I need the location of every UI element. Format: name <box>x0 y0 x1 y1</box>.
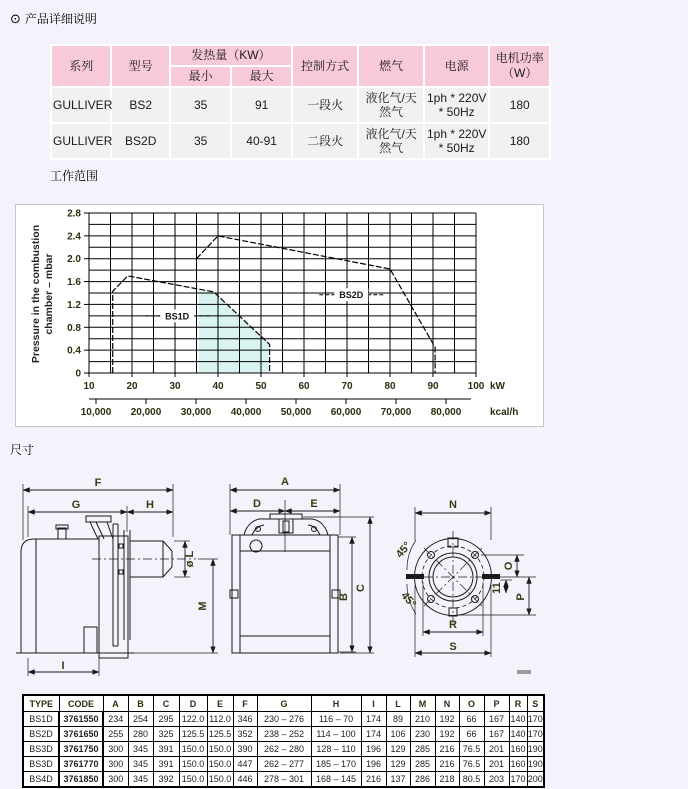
dim-table-cell: 170 <box>527 727 544 742</box>
dim-table-cell: 255 <box>103 727 128 742</box>
dim-label-45-bottom: 45° <box>398 589 419 611</box>
dim-table-cell: 112.0 <box>207 712 233 727</box>
dim-table-body <box>23 712 544 788</box>
dim-table-cell: 285 <box>410 742 435 757</box>
spec-table-row <box>52 88 549 122</box>
svg-text:60,000: 60,000 <box>330 407 362 418</box>
dim-table-cell: 140 <box>509 712 527 727</box>
dim-table-cell: 200 <box>527 772 544 788</box>
dim-label-p: P <box>515 593 527 601</box>
spec-header-model: 型号 <box>112 46 168 86</box>
dim-table-cell: 129 <box>386 742 410 757</box>
dim-table-row <box>23 712 544 727</box>
svg-text:90: 90 <box>427 381 439 392</box>
dim-label-o: O <box>503 561 515 571</box>
dim-table-cell: 216 <box>435 742 459 757</box>
svg-text:2.4: 2.4 <box>67 231 81 243</box>
dim-table-cell: 300 <box>103 772 128 788</box>
dim-table-cell: 140 <box>509 727 527 742</box>
dim-table-cell: 170 <box>509 772 527 788</box>
dim-table-header: R <box>509 695 527 712</box>
dim-table-cell: 3761850 <box>59 772 103 788</box>
dim-table-cell: 300 <box>103 757 128 772</box>
dim-table-cell: 216 <box>435 757 459 772</box>
side-view-drawing <box>16 477 218 676</box>
dim-table-cell: 66 <box>459 712 484 727</box>
svg-text:40: 40 <box>212 381 224 392</box>
dim-label-c: C <box>355 584 367 592</box>
spec-header-motor-power-line1: 电机功率 <box>495 51 544 65</box>
dim-table-cell: 286 <box>410 772 435 788</box>
dim-table-cell: 190 <box>527 757 544 772</box>
working-range-label: 工作范围 <box>50 169 99 183</box>
rear-view-drawing <box>394 499 536 657</box>
dim-table-cell: 192 <box>435 727 459 742</box>
spec-table-cell: 一段火 <box>293 88 358 122</box>
dim-table-cell: 201 <box>484 742 509 757</box>
dim-table-cell: 137 <box>386 772 410 788</box>
dim-table-cell: 285 <box>410 757 435 772</box>
dim-table-cell: 325 <box>153 727 179 742</box>
dim-table-cell: 174 <box>361 712 386 727</box>
dim-table-row <box>23 727 544 742</box>
dim-table-cell: 300 <box>103 742 128 757</box>
working-range-chart <box>15 204 544 427</box>
spec-header-min: 最小 <box>171 67 230 86</box>
dim-table-cell: 234 <box>103 712 128 727</box>
svg-text:0: 0 <box>75 368 81 380</box>
dim-table-header: H <box>311 695 361 712</box>
dim-table-cell: 391 <box>153 742 179 757</box>
dim-table-header: N <box>435 695 459 712</box>
dim-table-cell: 150.0 <box>179 772 207 788</box>
separator-dash <box>517 670 531 674</box>
svg-text:50: 50 <box>255 381 267 392</box>
dim-table-cell: 160 <box>509 757 527 772</box>
dim-label-f: F <box>94 477 102 489</box>
dim-table-cell: 76.5 <box>459 742 484 757</box>
dim-table-cell: 66 <box>459 727 484 742</box>
dim-table-cell: BS4D <box>23 772 59 788</box>
dim-table-cell: 262 – 280 <box>257 742 311 757</box>
dim-table-header: CODE <box>59 695 103 712</box>
svg-text:80,000: 80,000 <box>430 407 462 418</box>
front-view-drawing <box>230 476 374 653</box>
dim-table-cell: 447 <box>233 757 257 772</box>
dimensions-label: 尺寸 <box>10 443 35 457</box>
dim-table-cell: 128 – 110 <box>311 742 361 757</box>
chart-y-axis-title-line1: Pressure in the combustion <box>30 224 42 364</box>
dim-table-cell: 390 <box>233 742 257 757</box>
dim-table-cell: 3761770 <box>59 757 103 772</box>
spec-table-cell: 40-91 <box>232 124 290 158</box>
dim-table-cell: 190 <box>527 742 544 757</box>
dim-table-cell: 3761750 <box>59 742 103 757</box>
dim-table-cell: 174 <box>361 727 386 742</box>
dim-table-cell: 280 <box>128 727 153 742</box>
dim-table-cell: 167 <box>484 712 509 727</box>
dim-table-row <box>23 772 544 788</box>
dim-table-header: F <box>233 695 257 712</box>
page-title-row <box>10 10 97 27</box>
dim-label-b: B <box>338 593 350 601</box>
dim-table-cell: 216 <box>361 772 386 788</box>
dim-table-header: L <box>386 695 410 712</box>
svg-text:2.0: 2.0 <box>67 254 81 266</box>
dim-table-cell: 230 – 276 <box>257 712 311 727</box>
dim-table-header: I <box>361 695 386 712</box>
svg-text:40,000: 40,000 <box>230 407 262 418</box>
dim-table-cell: 295 <box>153 712 179 727</box>
dim-table-cell: 76.5 <box>459 757 484 772</box>
dim-table-cell: 116 – 70 <box>311 712 361 727</box>
dim-table-cell: 167 <box>484 727 509 742</box>
dim-table-cell: 129 <box>386 757 410 772</box>
dim-table-cell: 196 <box>361 757 386 772</box>
dim-table-cell: 122.0 <box>179 712 207 727</box>
dim-table-cell: 210 <box>410 712 435 727</box>
svg-text:kcal/h: kcal/h <box>490 407 519 418</box>
dim-label-l: ø L <box>184 550 196 568</box>
svg-text:30: 30 <box>169 381 181 392</box>
svg-text:100: 100 <box>467 381 485 392</box>
dim-table-cell: 230 <box>410 727 435 742</box>
svg-text:2.8: 2.8 <box>67 208 81 220</box>
dim-table-cell: 201 <box>484 757 509 772</box>
dim-table-cell: 168 – 145 <box>311 772 361 788</box>
dim-label-g: G <box>71 499 81 511</box>
svg-text:0.4: 0.4 <box>67 345 81 357</box>
spec-table-cell: 1ph * 220V * 50Hz <box>425 124 489 158</box>
dim-table-cell: 203 <box>484 772 509 788</box>
dimension-table <box>22 694 545 788</box>
svg-text:30,000: 30,000 <box>180 407 212 418</box>
dim-label-m: M <box>197 601 209 611</box>
svg-text:1.6: 1.6 <box>67 277 81 289</box>
dim-table-cell: 150.0 <box>207 772 233 788</box>
dim-table-cell: BS2D <box>23 727 59 742</box>
spec-header-power: 电源 <box>425 46 489 86</box>
dim-table-header: B <box>128 695 153 712</box>
dim-table-cell: BS3D <box>23 757 59 772</box>
dim-label-n: N <box>449 499 457 511</box>
dim-table-cell: 150.0 <box>179 742 207 757</box>
dim-table-header: A <box>103 695 128 712</box>
dim-table-header: E <box>207 695 233 712</box>
svg-text:80: 80 <box>384 381 396 392</box>
spec-table <box>50 44 551 160</box>
spec-table-cell: 液化气/天然气 <box>359 88 423 122</box>
dim-table-cell: 278 – 301 <box>257 772 311 788</box>
dim-label-h: H <box>146 499 154 511</box>
dim-table-header: TYPE <box>23 695 59 712</box>
svg-text:10: 10 <box>83 381 95 392</box>
spec-header-motor-power <box>490 46 549 86</box>
spec-header-heat-output: 发热量（KW） <box>171 46 291 65</box>
dim-label-s: S <box>449 641 457 653</box>
svg-text:20: 20 <box>126 381 138 392</box>
dim-table-cell: 345 <box>128 757 153 772</box>
spec-table-cell: BS2D <box>112 124 168 158</box>
dim-label-i: I <box>61 660 65 672</box>
chart-y-axis-title <box>30 204 58 384</box>
dim-table-cell: 238 – 252 <box>257 727 311 742</box>
svg-text:BS1D: BS1D <box>165 311 190 322</box>
spec-header-motor-power-line2: （W） <box>502 66 538 80</box>
dim-table-header: S <box>527 695 544 712</box>
dim-table-cell: 106 <box>386 727 410 742</box>
svg-text:1.2: 1.2 <box>67 299 81 311</box>
dim-table-header: G <box>257 695 311 712</box>
dim-table-cell: 192 <box>435 712 459 727</box>
dim-table-cell: 352 <box>233 727 257 742</box>
dim-table-cell: 80.5 <box>459 772 484 788</box>
dim-table-cell: 196 <box>361 742 386 757</box>
dim-label-a: A <box>281 476 289 488</box>
dim-table-cell: 391 <box>153 757 179 772</box>
dim-table-header: O <box>459 695 484 712</box>
dim-table-cell: 150.0 <box>207 757 233 772</box>
spec-table-cell: 二段火 <box>293 124 358 158</box>
svg-text:60: 60 <box>298 381 310 392</box>
spec-table-cell: 35 <box>171 124 230 158</box>
dim-table-cell: 262 – 277 <box>257 757 311 772</box>
dim-label-r: R <box>449 619 457 631</box>
svg-text:50,000: 50,000 <box>280 407 312 418</box>
svg-text:BS2D: BS2D <box>339 290 364 301</box>
dim-table-cell: 446 <box>233 772 257 788</box>
dim-table-cell: 185 – 170 <box>311 757 361 772</box>
dim-table-cell: 125.5 <box>179 727 207 742</box>
dim-table-cell: BS1D <box>23 712 59 727</box>
dim-table-cell: 125.5 <box>207 727 233 742</box>
dim-table-cell: 150.0 <box>207 742 233 757</box>
spec-table-cell: 180 <box>490 124 549 158</box>
svg-text:70,000: 70,000 <box>380 407 412 418</box>
chart-plot <box>16 205 543 426</box>
dim-table-cell: 114 – 100 <box>311 727 361 742</box>
dim-table-cell: 392 <box>153 772 179 788</box>
chart-y-axis-title-line2: chamber – mbar <box>43 253 55 335</box>
dim-table-cell: 3761650 <box>59 727 103 742</box>
spec-table-cell: BS2 <box>112 88 168 122</box>
dim-table-header-row <box>23 695 544 712</box>
dim-table-header: C <box>153 695 179 712</box>
dim-table-cell: 160 <box>509 742 527 757</box>
svg-text:20,000: 20,000 <box>130 407 162 418</box>
spec-table-cell: GULLIVER <box>52 88 110 122</box>
svg-text:70: 70 <box>341 381 353 392</box>
dim-table-header: P <box>484 695 509 712</box>
dim-table-cell: BS3D <box>23 742 59 757</box>
dim-table-row <box>23 742 544 757</box>
dim-table-cell: 150.0 <box>179 757 207 772</box>
svg-text:kW: kW <box>490 381 505 392</box>
spec-table-cell: 35 <box>171 88 230 122</box>
spec-header-control: 控制方式 <box>293 46 358 86</box>
dim-label-e: E <box>310 498 318 510</box>
section-bullet-icon: ⊙ <box>10 11 21 26</box>
svg-text:0.8: 0.8 <box>67 322 81 334</box>
spec-table-cell: GULLIVER <box>52 124 110 158</box>
dim-table-cell: 254 <box>128 712 153 727</box>
spec-header-fuel: 燃气 <box>359 46 423 86</box>
dim-table-cell: 346 <box>233 712 257 727</box>
dim-table-cell: 89 <box>386 712 410 727</box>
spec-header-max: 最大 <box>232 67 290 86</box>
dim-label-45-top: 45° <box>393 539 414 561</box>
dim-table-header: M <box>410 695 435 712</box>
dimension-drawings <box>0 440 560 690</box>
spec-table-cell: 91 <box>232 88 290 122</box>
spec-table-row <box>52 124 549 158</box>
svg-text:10,000: 10,000 <box>80 407 112 418</box>
spec-table-cell: 液化气/天然气 <box>359 124 423 158</box>
dim-label-11: 11 <box>491 582 503 594</box>
dim-table-header: D <box>179 695 207 712</box>
dim-label-d: D <box>253 498 261 510</box>
dim-table-cell: 345 <box>128 772 153 788</box>
page-title: 产品详细说明 <box>24 12 97 26</box>
dim-table-cell: 218 <box>435 772 459 788</box>
spec-table-cell: 1ph * 220V * 50Hz <box>425 88 489 122</box>
dim-table-cell: 170 <box>527 712 544 727</box>
spec-table-cell: 180 <box>490 88 549 122</box>
dim-table-cell: 345 <box>128 742 153 757</box>
spec-header-series: 系列 <box>52 46 110 86</box>
dim-table-row <box>23 757 544 772</box>
spec-table-body <box>52 88 549 158</box>
dim-table-cell: 3761550 <box>59 712 103 727</box>
